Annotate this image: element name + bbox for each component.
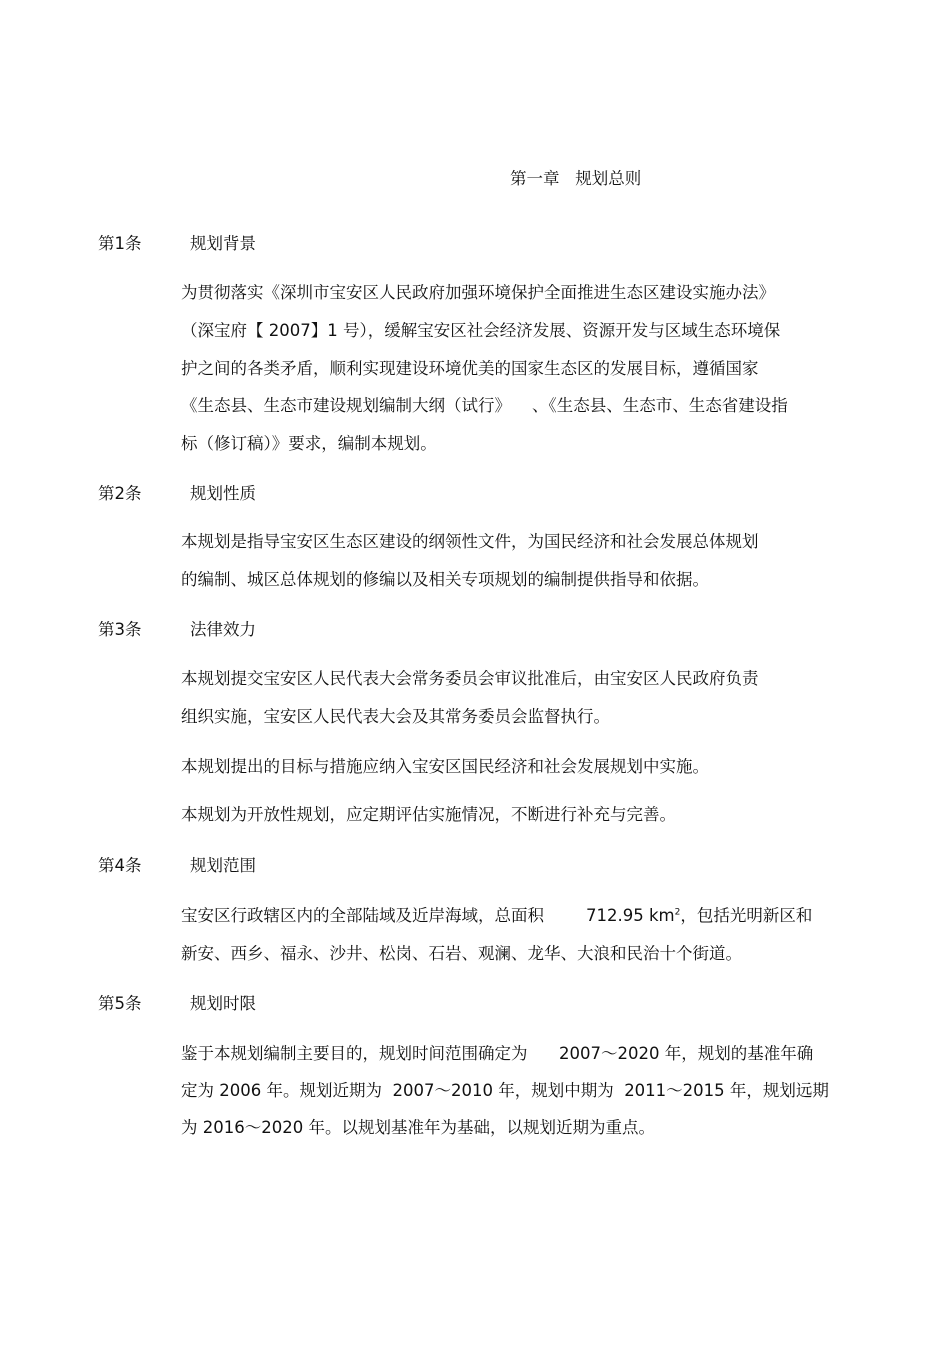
article-1-line-1: 为贯彻落实《深圳市宝安区人民政府加强环境保护全面推进生态区建设实施办法》 [181,283,775,302]
article-1-line-2: （深宝府【 2007】1 号），缓解宝安区社会经济发展、资源开发与区域生态环境保 [181,321,781,340]
article-5-title: 规划时限 [190,994,256,1013]
article-3-title: 法律效力 [190,620,256,639]
article-4-line-1-tail: ，包括光明新区和 [680,906,813,925]
article-3-line-3: 本规划提出的目标与措施应纳入宝安区国民经济和社会发展规划中实施。 [181,757,709,776]
article-3-line-1: 本规划提交宝安区人民代表大会常务委员会审议批准后，由宝安区人民政府负责 [181,669,759,688]
article-1-line-3: 护之间的各类矛盾，顺利实现建设环境优美的国家生态区的发展目标，遵循国家 [181,359,759,378]
article-2-line-1: 本规划是指导宝安区生态区建设的纲领性文件，为国民经济和社会发展总体规划 [181,532,759,551]
article-1-line-5: 标（修订稿）》要求，编制本规划。 [181,434,437,453]
article-5-line-2: 定为 2006 年。规划近期为 2007～2010 年，规划中期为 2011～2015 年，规划远期 [181,1081,829,1100]
article-2-line-2: 的编制、城区总体规划的修编以及相关专项规划的编制提供指导和依据。 [181,570,709,589]
article-2-number: 第2条 [98,484,142,503]
article-4-line-1 [181,902,812,926]
article-4-number: 第4条 [98,856,142,875]
article-1-title: 规划背景 [190,234,256,253]
article-4-title: 规划范围 [190,856,256,875]
article-1-number: 第1条 [98,234,142,253]
article-4-line-1-text: 宝安区行政辖区内的全部陆域及近岸海域，总面积 712.95 km [181,906,675,925]
article-5-number: 第5条 [98,994,142,1013]
article-3-line-2: 组织实施，宝安区人民代表大会及其常务委员会监督执行。 [181,707,610,726]
article-5-line-1: 鉴于本规划编制主要目的，规划时间范围确定为 2007～2020 年，规划的基准年确 [181,1044,814,1063]
article-1-line-4: 《生态县、生态市建设规划编制大纲（试行》 、《生态县、生态市、生态省建设指 [181,396,788,415]
article-3-number: 第3条 [98,620,142,639]
article-5-line-3: 为 2016～2020 年。以规划基准年为基础，以规划近期为重点。 [181,1118,655,1137]
article-2-title: 规划性质 [190,484,256,503]
chapter-title: 第一章 规划总则 [510,169,642,188]
article-3-line-4: 本规划为开放性规划，应定期评估实施情况，不断进行补充与完善。 [181,805,676,824]
area-unit-superscript: 2 [674,907,681,918]
article-4-line-2: 新安、西乡、福永、沙井、松岗、石岩、观澜、龙华、大浪和民治十个街道。 [181,944,742,963]
